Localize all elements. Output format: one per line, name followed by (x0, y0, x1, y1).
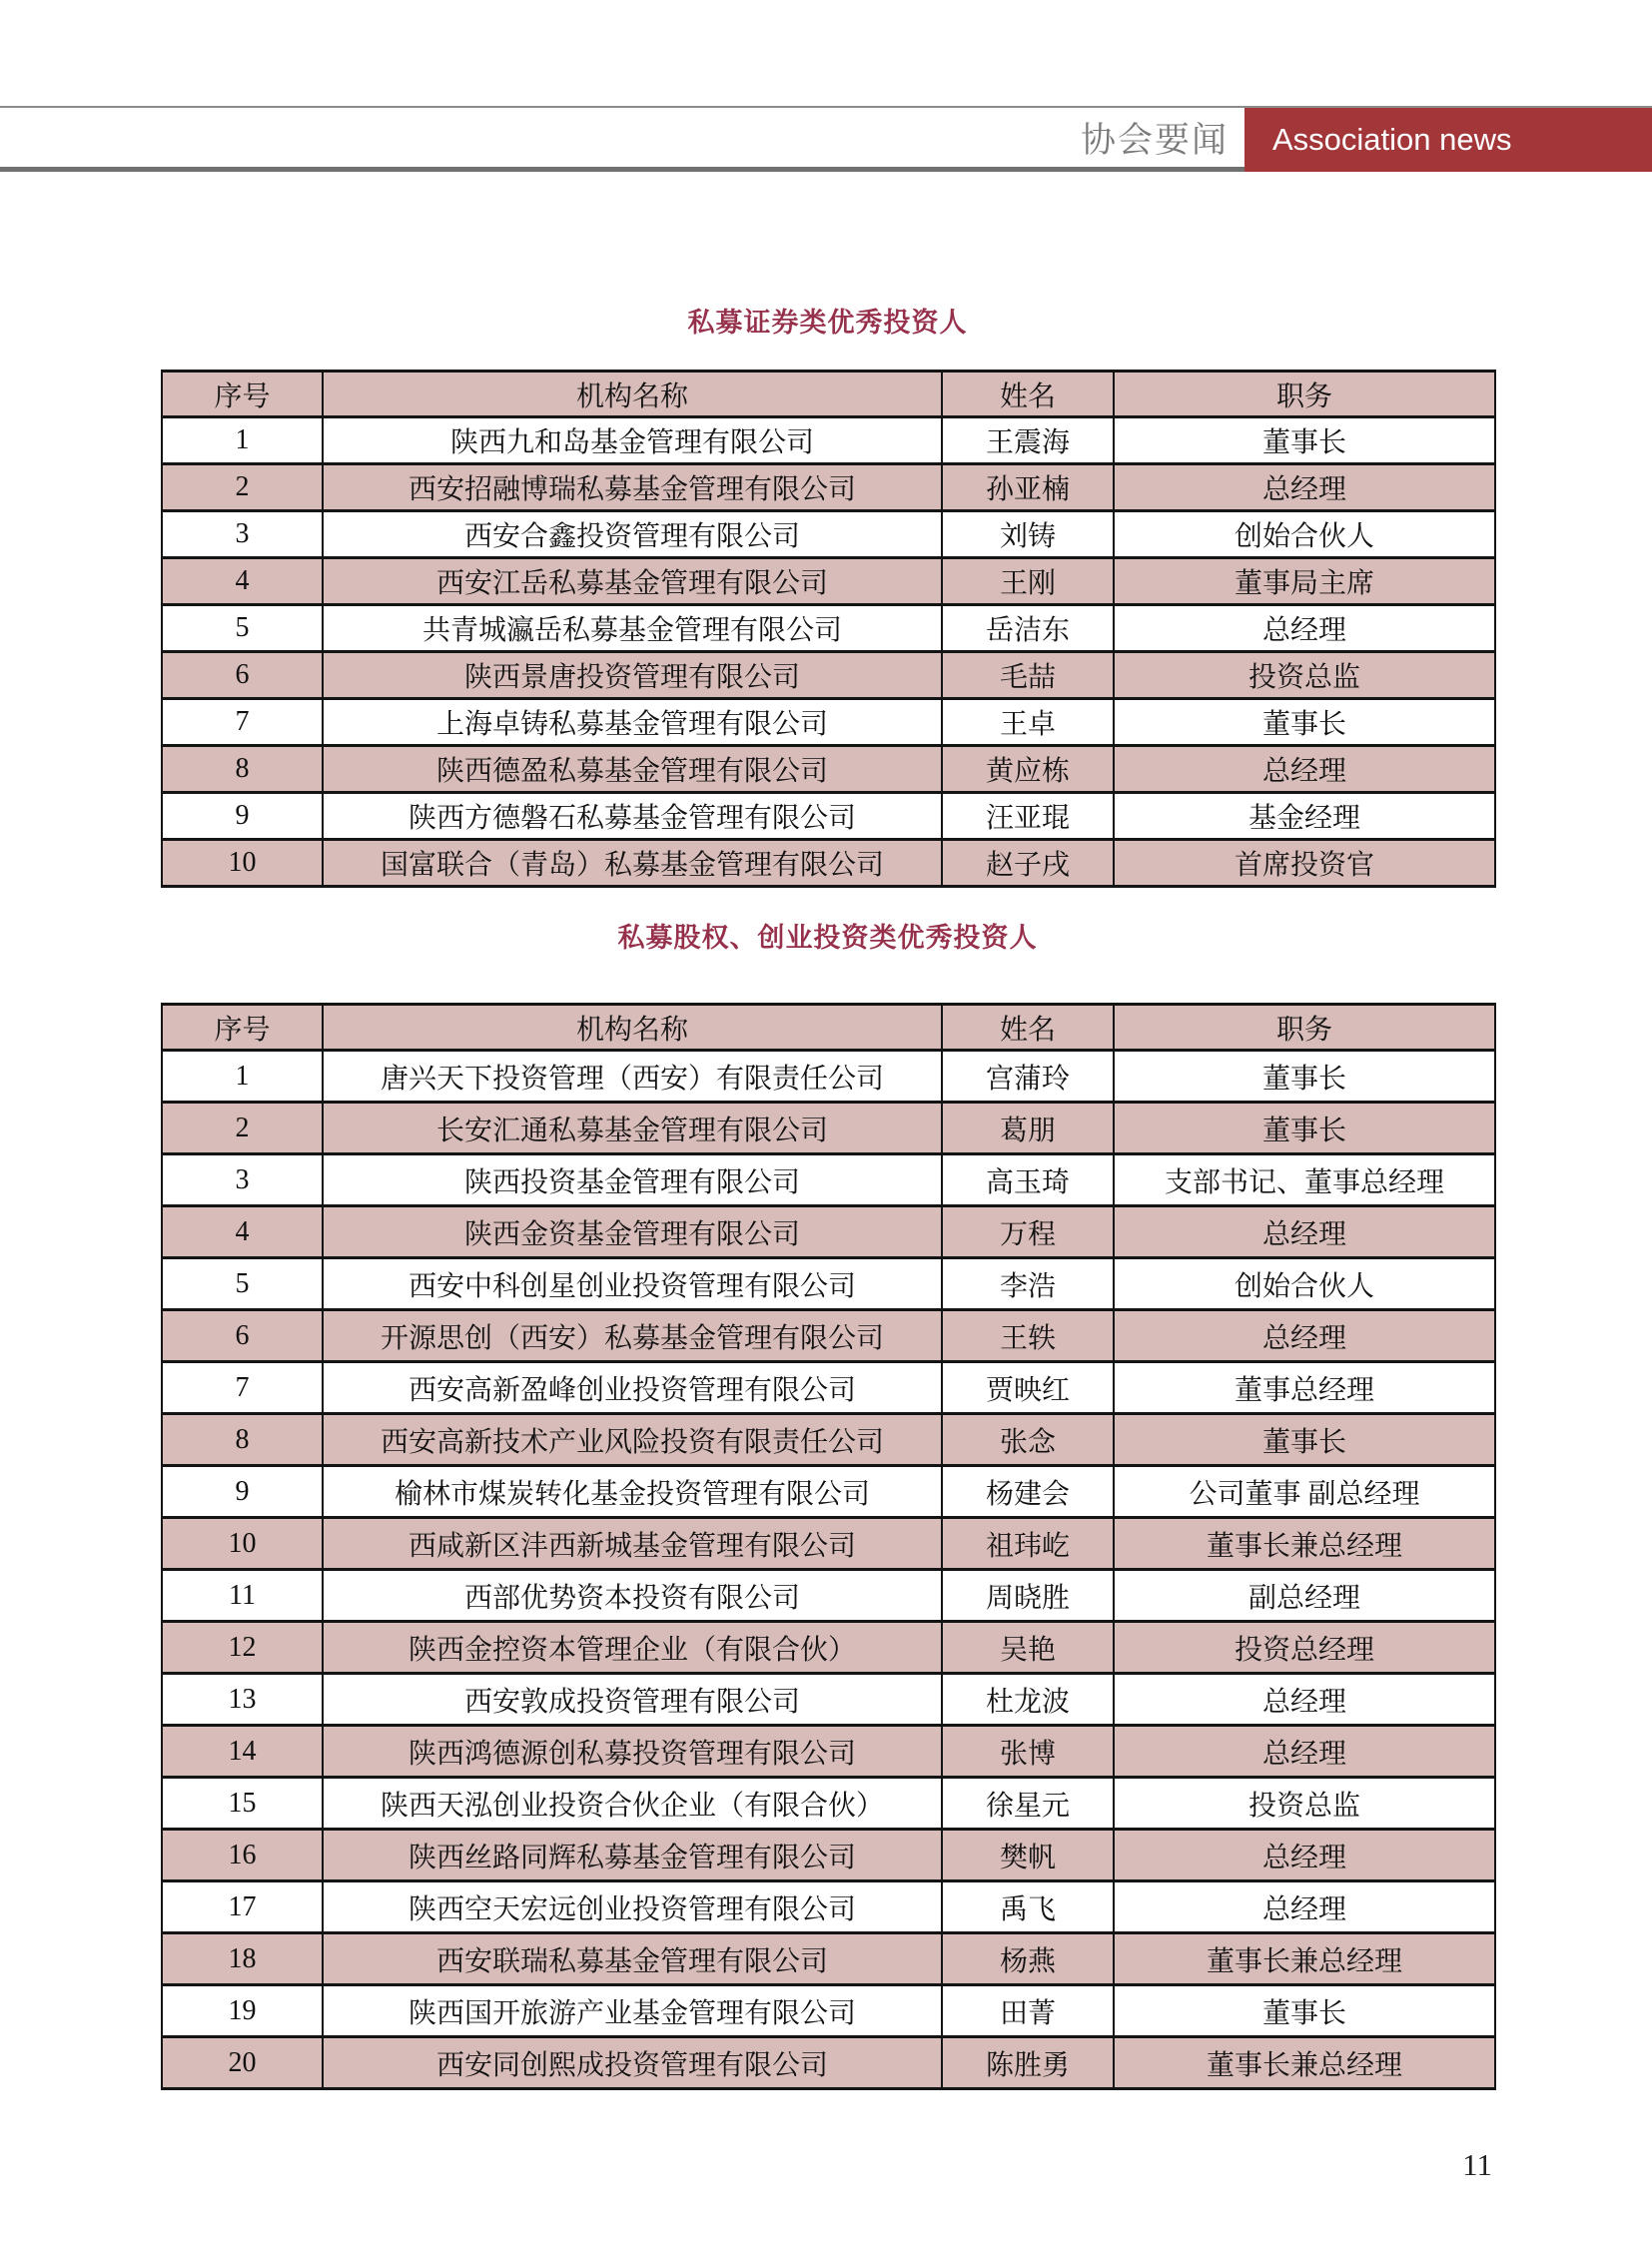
table-cell: 西安江岳私募基金管理有限公司 (323, 558, 942, 605)
header-rule-bottom (0, 167, 1244, 172)
table-row (162, 652, 1495, 699)
table-cell: 岳洁东 (942, 605, 1114, 652)
table-cell: 陕西金控资本管理企业（有限合伙） (323, 1622, 942, 1674)
table-cell: 7 (162, 699, 323, 746)
securities-investors-table (161, 370, 1496, 888)
table-cell: 赵子戌 (942, 840, 1114, 887)
table-cell: 16 (162, 1830, 323, 1881)
table-cell: 总经理 (1114, 746, 1495, 793)
table-cell: 西安招融博瑞私募基金管理有限公司 (323, 464, 942, 511)
table-cell: 万程 (942, 1206, 1114, 1258)
table-row (162, 1466, 1495, 1518)
table-cell: 陕西九和岛基金管理有限公司 (323, 417, 942, 464)
table-cell: 陕西空天宏远创业投资管理有限公司 (323, 1881, 942, 1933)
table-cell: 13 (162, 1674, 323, 1726)
table-cell: 1 (162, 417, 323, 464)
table-cell: 2 (162, 1103, 323, 1154)
table-cell: 支部书记、董事总经理 (1114, 1154, 1495, 1206)
table-row (162, 1830, 1495, 1881)
table-cell: 王刚 (942, 558, 1114, 605)
table-cell: 张博 (942, 1726, 1114, 1778)
table-cell: 陕西金资基金管理有限公司 (323, 1206, 942, 1258)
table-row (162, 699, 1495, 746)
table-cell: 董事长兼总经理 (1114, 1518, 1495, 1570)
table-row (162, 1622, 1495, 1674)
table-cell: 1 (162, 1051, 323, 1103)
table-cell: 总经理 (1114, 1310, 1495, 1362)
table-cell: 杨燕 (942, 1933, 1114, 1985)
table-row (162, 1985, 1495, 2037)
table-cell: 董事长兼总经理 (1114, 2037, 1495, 2089)
table-cell: 西安中科创星创业投资管理有限公司 (323, 1258, 942, 1310)
table-cell: 周晓胜 (942, 1570, 1114, 1622)
table-row (162, 1206, 1495, 1258)
table-cell: 西安同创熙成投资管理有限公司 (323, 2037, 942, 2089)
table-cell: 吴艳 (942, 1622, 1114, 1674)
table-cell: 田菁 (942, 1985, 1114, 2037)
table-cell: 黄应栋 (942, 746, 1114, 793)
table-header-row (162, 372, 1495, 417)
table-row (162, 1051, 1495, 1103)
table-cell: 杨建会 (942, 1466, 1114, 1518)
table-cell: 总经理 (1114, 464, 1495, 511)
table-header-row (162, 1005, 1495, 1051)
column-header: 序号 (162, 1005, 323, 1051)
table-cell: 陕西国开旅游产业基金管理有限公司 (323, 1985, 942, 2037)
table-cell: 孙亚楠 (942, 464, 1114, 511)
table-cell: 14 (162, 1726, 323, 1778)
table-cell: 陕西投资基金管理有限公司 (323, 1154, 942, 1206)
equity-venture-investors-table (161, 1003, 1496, 2090)
table-cell: 6 (162, 1310, 323, 1362)
table-row (162, 2037, 1495, 2089)
table-row (162, 840, 1495, 887)
table-cell: 10 (162, 840, 323, 887)
section-securities-investors (161, 306, 1494, 888)
table-cell: 5 (162, 1258, 323, 1310)
table-row (162, 1414, 1495, 1466)
table-cell: 唐兴天下投资管理（西安）有限责任公司 (323, 1051, 942, 1103)
table-row (162, 417, 1495, 464)
table-cell: 董事局主席 (1114, 558, 1495, 605)
table-cell: 董事长 (1114, 1051, 1495, 1103)
table-cell: 15 (162, 1778, 323, 1830)
table-row (162, 1310, 1495, 1362)
table-cell: 17 (162, 1881, 323, 1933)
table-cell: 董事长 (1114, 699, 1495, 746)
table-cell: 陈胜勇 (942, 2037, 1114, 2089)
table-row (162, 1518, 1495, 1570)
column-header: 姓名 (942, 1005, 1114, 1051)
table-cell: 创始合伙人 (1114, 1258, 1495, 1310)
table-row (162, 1674, 1495, 1726)
table-cell: 杜龙波 (942, 1674, 1114, 1726)
table-row (162, 793, 1495, 840)
table-row (162, 511, 1495, 558)
table-cell: 18 (162, 1933, 323, 1985)
table-cell: 陕西方德磐石私募基金管理有限公司 (323, 793, 942, 840)
table-cell: 董事长 (1114, 1103, 1495, 1154)
association-news-banner (1244, 108, 1652, 172)
table-cell: 8 (162, 746, 323, 793)
column-header: 序号 (162, 372, 323, 417)
table-cell: 张念 (942, 1414, 1114, 1466)
table-cell: 开源思创（西安）私募基金管理有限公司 (323, 1310, 942, 1362)
table-cell: 投资总监 (1114, 652, 1495, 699)
table-cell: 陕西天泓创业投资合伙企业（有限合伙） (323, 1778, 942, 1830)
table-row (162, 1258, 1495, 1310)
table-cell: 陕西丝路同辉私募基金管理有限公司 (323, 1830, 942, 1881)
table-cell: 基金经理 (1114, 793, 1495, 840)
table-cell: 李浩 (942, 1258, 1114, 1310)
table-cell: 11 (162, 1570, 323, 1622)
table-cell: 4 (162, 558, 323, 605)
table-cell: 陕西鸿德源创私募投资管理有限公司 (323, 1726, 942, 1778)
table-row (162, 1726, 1495, 1778)
table-cell: 7 (162, 1362, 323, 1414)
table-cell: 禹飞 (942, 1881, 1114, 1933)
table-row (162, 1778, 1495, 1830)
table-cell: 董事长 (1114, 1985, 1495, 2037)
table-cell: 3 (162, 1154, 323, 1206)
table-cell: 19 (162, 1985, 323, 2037)
table-cell: 西安高新技术产业风险投资有限责任公司 (323, 1414, 942, 1466)
table-cell: 王震海 (942, 417, 1114, 464)
table-cell: 公司董事 副总经理 (1114, 1466, 1495, 1518)
table-cell: 高玉琦 (942, 1154, 1114, 1206)
table-cell: 王卓 (942, 699, 1114, 746)
table-cell: 副总经理 (1114, 1570, 1495, 1622)
table-row (162, 605, 1495, 652)
table-cell: 3 (162, 511, 323, 558)
table-cell: 毛喆 (942, 652, 1114, 699)
table-cell: 8 (162, 1414, 323, 1466)
table-cell: 董事长 (1114, 417, 1495, 464)
table-cell: 汪亚琨 (942, 793, 1114, 840)
table-cell: 董事总经理 (1114, 1362, 1495, 1414)
table-row (162, 1933, 1495, 1985)
table-cell: 西安高新盈峰创业投资管理有限公司 (323, 1362, 942, 1414)
column-header: 职务 (1114, 372, 1495, 417)
column-header: 职务 (1114, 1005, 1495, 1051)
table-cell: 祖玮屹 (942, 1518, 1114, 1570)
section-title: 私募股权、创业投资类优秀投资人 (617, 923, 1038, 953)
table-cell: 西安合鑫投资管理有限公司 (323, 511, 942, 558)
table-cell: 徐星元 (942, 1778, 1114, 1830)
table-cell: 共青城瀛岳私募基金管理有限公司 (323, 605, 942, 652)
table-cell: 创始合伙人 (1114, 511, 1495, 558)
page-number: 11 (1462, 2147, 1492, 2182)
table-cell: 上海卓铸私募基金管理有限公司 (323, 699, 942, 746)
table-cell: 刘铸 (942, 511, 1114, 558)
table-cell: 陕西德盈私募基金管理有限公司 (323, 746, 942, 793)
table-cell: 长安汇通私募基金管理有限公司 (323, 1103, 942, 1154)
table-cell: 总经理 (1114, 1674, 1495, 1726)
column-header: 机构名称 (323, 1005, 942, 1051)
table-cell: 总经理 (1114, 1881, 1495, 1933)
table-cell: 投资总监 (1114, 1778, 1495, 1830)
section-title: 私募证券类优秀投资人 (687, 308, 968, 338)
table-cell: 贾映红 (942, 1362, 1114, 1414)
table-cell: 首席投资官 (1114, 840, 1495, 887)
table-cell: 总经理 (1114, 1726, 1495, 1778)
association-news-en-label: Association news (1272, 122, 1512, 157)
table-cell: 12 (162, 1622, 323, 1674)
table-row (162, 1154, 1495, 1206)
table-cell: 4 (162, 1206, 323, 1258)
table-cell: 董事长兼总经理 (1114, 1933, 1495, 1985)
table-cell: 西安敦成投资管理有限公司 (323, 1674, 942, 1726)
table-cell: 6 (162, 652, 323, 699)
table-cell: 樊帆 (942, 1830, 1114, 1881)
table-row (162, 464, 1495, 511)
table-row (162, 746, 1495, 793)
association-news-zh-label: 协会要闻 (1080, 121, 1229, 160)
table-cell: 西咸新区沣西新城基金管理有限公司 (323, 1518, 942, 1570)
table-cell: 西安联瑞私募基金管理有限公司 (323, 1933, 942, 1985)
table-row (162, 1881, 1495, 1933)
table-cell: 总经理 (1114, 1206, 1495, 1258)
column-header: 姓名 (942, 372, 1114, 417)
table-cell: 葛朋 (942, 1103, 1114, 1154)
section-equity-venture-investors (161, 921, 1494, 2090)
table-cell: 投资总经理 (1114, 1622, 1495, 1674)
table-cell: 9 (162, 793, 323, 840)
table-cell: 10 (162, 1518, 323, 1570)
table-cell: 西部优势资本投资有限公司 (323, 1570, 942, 1622)
table-cell: 总经理 (1114, 605, 1495, 652)
table-row (162, 1103, 1495, 1154)
table-cell: 5 (162, 605, 323, 652)
table-row (162, 1362, 1495, 1414)
table-cell: 王轶 (942, 1310, 1114, 1362)
table-cell: 董事长 (1114, 1414, 1495, 1466)
table-cell: 总经理 (1114, 1830, 1495, 1881)
table-cell: 20 (162, 2037, 323, 2089)
table-row (162, 1570, 1495, 1622)
table-cell: 国富联合（青岛）私募基金管理有限公司 (323, 840, 942, 887)
table-cell: 榆林市煤炭转化基金投资管理有限公司 (323, 1466, 942, 1518)
table-cell: 陕西景唐投资管理有限公司 (323, 652, 942, 699)
table-cell: 2 (162, 464, 323, 511)
column-header: 机构名称 (323, 372, 942, 417)
table-cell: 9 (162, 1466, 323, 1518)
table-cell: 宫蒲玲 (942, 1051, 1114, 1103)
table-row (162, 558, 1495, 605)
